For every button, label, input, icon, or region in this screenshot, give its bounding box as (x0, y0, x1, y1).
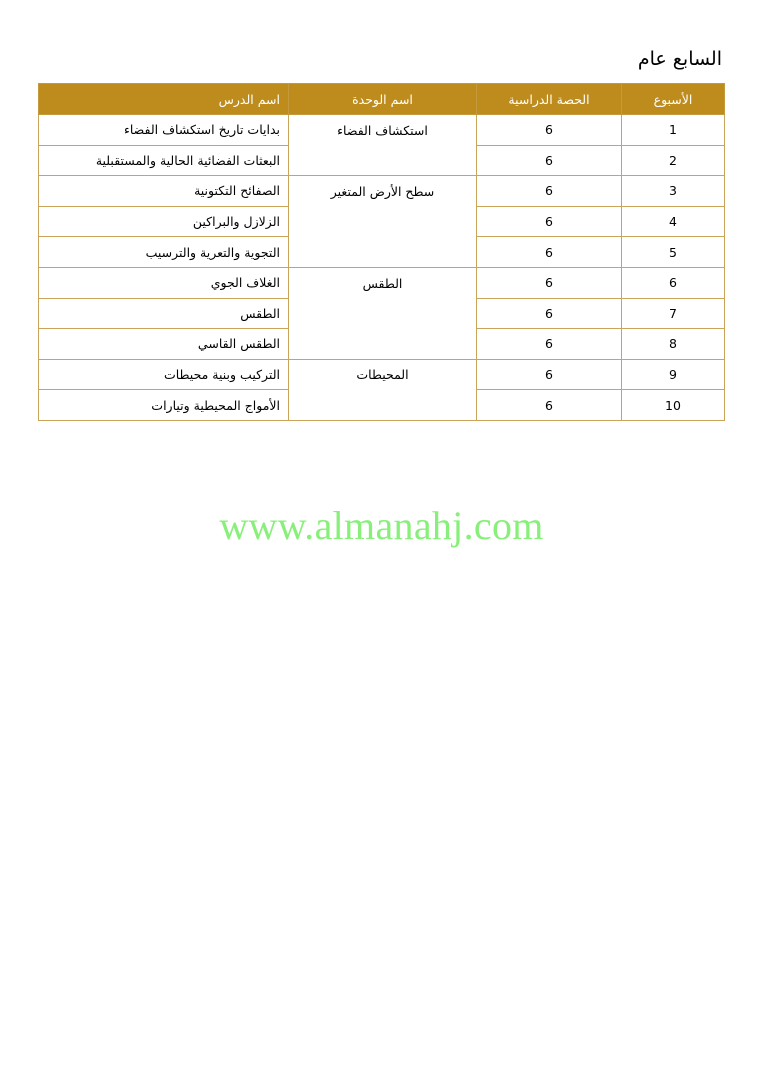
periods-cell: 6 (477, 359, 622, 390)
unit-cell: استكشاف الفضاء (289, 115, 477, 146)
table-row (39, 206, 725, 237)
periods-cell: 6 (477, 206, 622, 237)
unit-cell (289, 298, 477, 329)
unit-cell: الطقس (289, 267, 477, 298)
table-row (39, 115, 725, 146)
table-row (39, 267, 725, 298)
week-cell: 5 (622, 237, 725, 268)
page-title: السابع عام (637, 48, 722, 70)
lesson-cell: الطقس (39, 298, 289, 329)
table-header-row (39, 84, 725, 115)
periods-cell: 6 (477, 176, 622, 207)
unit-cell (289, 390, 477, 421)
unit-cell (289, 206, 477, 237)
header-week: الأسبوع (622, 84, 725, 115)
unit-cell: المحيطات (289, 359, 477, 390)
periods-cell: 6 (477, 329, 622, 360)
week-cell: 1 (622, 115, 725, 146)
lesson-cell: الغلاف الجوي (39, 267, 289, 298)
table-row (39, 237, 725, 268)
periods-cell: 6 (477, 145, 622, 176)
lesson-cell: البعثات الفضائية الحالية والمستقبلية (39, 145, 289, 176)
periods-cell: 6 (477, 298, 622, 329)
lesson-cell: الأمواج المحيطية وتيارات (39, 390, 289, 421)
week-cell: 3 (622, 176, 725, 207)
week-cell: 7 (622, 298, 725, 329)
lesson-cell: بدايات تاريخ استكشاف الفضاء (39, 115, 289, 146)
week-cell: 4 (622, 206, 725, 237)
lesson-cell: التركيب وبنية محيطات (39, 359, 289, 390)
week-cell: 9 (622, 359, 725, 390)
lesson-cell: التجوية والتعرية والترسيب (39, 237, 289, 268)
lesson-cell: الطقس القاسي (39, 329, 289, 360)
table-row (39, 390, 725, 421)
table-row (39, 145, 725, 176)
table-row (39, 359, 725, 390)
periods-cell: 6 (477, 390, 622, 421)
table-row (39, 176, 725, 207)
periods-cell: 6 (477, 267, 622, 298)
periods-cell: 6 (477, 115, 622, 146)
watermark-text: www.almanahj.com (219, 503, 544, 548)
unit-cell (289, 237, 477, 268)
table-row (39, 329, 725, 360)
lesson-schedule-table (38, 83, 725, 421)
unit-cell (289, 145, 477, 176)
week-cell: 6 (622, 267, 725, 298)
week-cell: 8 (622, 329, 725, 360)
week-cell: 2 (622, 145, 725, 176)
periods-cell: 6 (477, 237, 622, 268)
lesson-cell: الصفائح التكتونية (39, 176, 289, 207)
lesson-cell: الزلازل والبراكين (39, 206, 289, 237)
table-row (39, 298, 725, 329)
unit-cell (289, 329, 477, 360)
header-periods: الحصة الدراسية (477, 84, 622, 115)
week-cell: 10 (622, 390, 725, 421)
header-lesson: اسم الدرس (39, 84, 289, 115)
unit-cell: سطح الأرض المتغير (289, 176, 477, 207)
header-unit: اسم الوحدة (289, 84, 477, 115)
